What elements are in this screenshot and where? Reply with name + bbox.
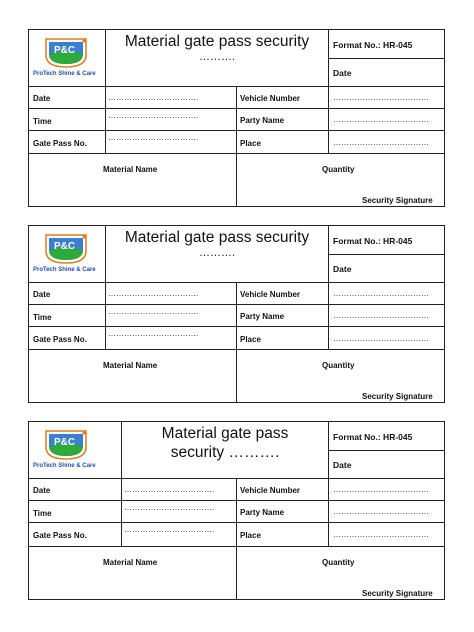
gate-pass-no-field[interactable]: ……………………………. [108, 329, 199, 338]
inner-divider [105, 282, 106, 350]
gate-pass-no-label: Gate Pass No. [33, 335, 87, 344]
gate-pass-slip-3 [28, 421, 445, 600]
gate-pass-no-field[interactable]: ……………………………. [108, 133, 199, 142]
format-number: Format No.: HR-045 [333, 432, 413, 442]
party-name-field[interactable]: ……………………………… [333, 507, 429, 516]
title-line-2: security ………. [170, 444, 280, 461]
date-header-label: Date [333, 264, 352, 274]
date-label: Date [33, 486, 51, 495]
logo-text: P&C [54, 241, 76, 252]
title-line-1: Material gate pass [161, 425, 289, 442]
format-number: Format No.: HR-045 [333, 40, 413, 50]
date-label: Date [33, 94, 51, 103]
pass-title [121, 424, 329, 462]
brand-name: ProTech Shine & Care [33, 71, 96, 77]
inner-divider [328, 282, 329, 350]
party-name-label: Party Name [240, 312, 285, 321]
gate-pass-no-label: Gate Pass No. [33, 139, 87, 148]
gate-pass-no-label: Gate Pass No. [33, 531, 87, 540]
brand-name: ProTech Shine & Care [33, 267, 96, 273]
place-label: Place [240, 139, 261, 148]
vehicle-number-field[interactable]: ……………………………… [333, 289, 429, 298]
place-field[interactable]: ……………………………… [333, 334, 429, 343]
inner-divider [328, 478, 329, 547]
time-field[interactable]: ……………………………. [124, 503, 215, 512]
quantity-label: Quantity [322, 165, 355, 174]
inner-divider [121, 478, 122, 547]
time-field[interactable]: ……………………………. [108, 111, 199, 120]
place-label: Place [240, 531, 261, 540]
date-field[interactable]: ……………………………. [124, 485, 215, 494]
time-field[interactable]: ……………………………. [108, 307, 199, 316]
gate-pass-slip-1 [28, 29, 445, 207]
place-label: Place [240, 335, 261, 344]
logo-text: P&C [54, 437, 76, 448]
date-header-label: Date [333, 460, 352, 470]
material-name-label: Material Name [103, 165, 158, 174]
title-line-2: ………. [198, 51, 236, 63]
date-header-label: Date [333, 68, 352, 78]
gate-pass-slip-2 [28, 225, 445, 403]
security-signature-label: Security Signature [362, 196, 433, 205]
security-signature-label: Security Signature [362, 392, 433, 401]
vehicle-number-label: Vehicle Number [240, 94, 301, 103]
logo-text: P&C [54, 45, 76, 56]
time-label: Time [33, 117, 52, 126]
company-logo [42, 233, 90, 270]
vehicle-number-field[interactable]: ……………………………… [333, 485, 429, 494]
material-cell [28, 349, 237, 403]
brand-name: ProTech Shine & Care [33, 463, 96, 469]
party-name-field[interactable]: ……………………………… [333, 311, 429, 320]
material-cell [28, 153, 237, 207]
security-signature-label: Security Signature [362, 589, 433, 598]
party-name-field[interactable]: ……………………………… [333, 115, 429, 124]
date-field[interactable]: ……………………………. [108, 93, 199, 102]
pass-title [105, 32, 329, 63]
time-label: Time [33, 313, 52, 322]
inner-divider [105, 86, 106, 154]
title-line-1: Material gate pass security [124, 229, 310, 246]
date-label: Date [33, 290, 51, 299]
vehicle-number-field[interactable]: ……………………………… [333, 93, 429, 102]
party-name-label: Party Name [240, 116, 285, 125]
time-label: Time [33, 509, 52, 518]
date-field[interactable]: ……………………………. [108, 289, 199, 298]
vehicle-number-label: Vehicle Number [240, 290, 301, 299]
pass-title [105, 228, 329, 259]
quantity-label: Quantity [322, 361, 355, 370]
company-logo [42, 429, 90, 466]
material-name-label: Material Name [103, 361, 158, 370]
vehicle-number-label: Vehicle Number [240, 486, 301, 495]
format-number: Format No.: HR-045 [333, 236, 413, 246]
title-line-2: ………. [198, 247, 236, 259]
quantity-label: Quantity [322, 558, 355, 567]
place-field[interactable]: ……………………………… [333, 138, 429, 147]
material-cell [28, 546, 237, 600]
title-line-1: Material gate pass security [124, 33, 310, 50]
company-logo [42, 37, 90, 74]
place-field[interactable]: ……………………………… [333, 530, 429, 539]
material-name-label: Material Name [103, 558, 158, 567]
gate-pass-no-field[interactable]: ……………………………. [124, 525, 215, 534]
inner-divider [328, 86, 329, 154]
party-name-label: Party Name [240, 508, 285, 517]
